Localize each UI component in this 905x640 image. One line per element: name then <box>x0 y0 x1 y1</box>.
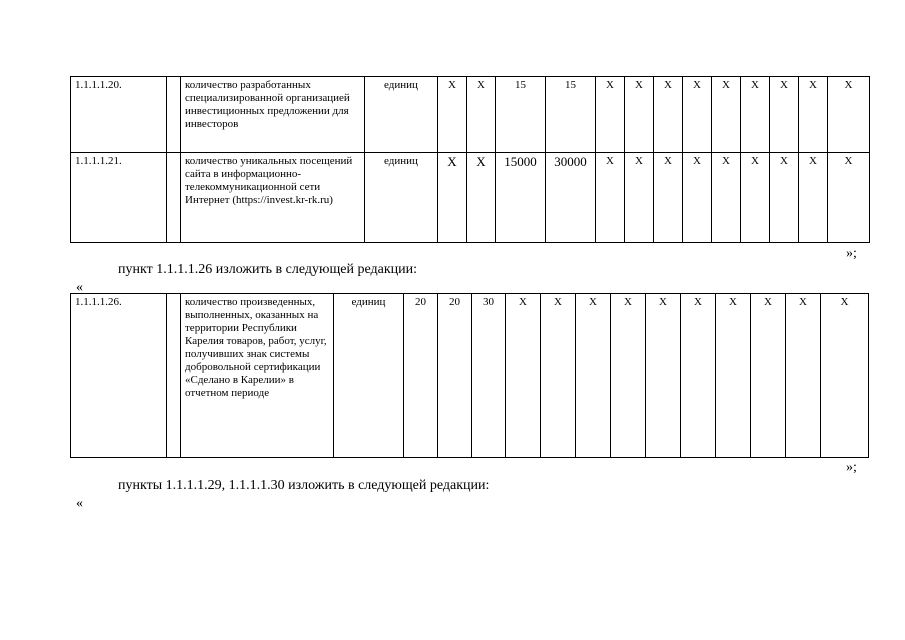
value-cell: 15000 <box>496 153 546 243</box>
empty-cell <box>167 153 181 243</box>
table-row <box>71 153 870 243</box>
value-cell: X <box>596 77 625 153</box>
value-cell: X <box>716 294 751 458</box>
table-row <box>71 77 870 153</box>
indicator-description: количество уникальных посещений сайта в информационно-телекоммуникационной сети Интернет (https://invest.kr-rk.ru) <box>181 153 365 243</box>
row-number: 1.1.1.1.26. <box>71 294 167 458</box>
value-cell: X <box>596 153 625 243</box>
empty-cell <box>167 294 181 458</box>
value-cell: X <box>828 153 870 243</box>
opening-quote: « <box>76 280 83 295</box>
value-cell: X <box>646 294 681 458</box>
value-cell: X <box>786 294 821 458</box>
indicators-table-2 <box>70 293 869 458</box>
value-cell: X <box>741 153 770 243</box>
value-cell: X <box>625 153 654 243</box>
value-cell: X <box>712 77 741 153</box>
opening-quote: « <box>76 496 83 511</box>
value-cell: X <box>654 77 683 153</box>
value-cell: X <box>751 294 786 458</box>
value-cell: X <box>611 294 646 458</box>
indicator-description: количество разработанных специализированной организацией инвестиционных предложении для инвесторов <box>181 77 365 153</box>
value-cell: X <box>467 153 496 243</box>
indicators-table-1 <box>70 76 870 243</box>
empty-cell <box>167 77 181 153</box>
value-cell: X <box>683 77 712 153</box>
value-cell: X <box>438 77 467 153</box>
value-cell: X <box>828 77 870 153</box>
value-cell: X <box>438 153 467 243</box>
amendment-paragraph: пункт 1.1.1.1.26 изложить в следующей редакции: <box>118 262 417 277</box>
row-number: 1.1.1.1.20. <box>71 77 167 153</box>
value-cell: 30 <box>472 294 506 458</box>
row-number: 1.1.1.1.21. <box>71 153 167 243</box>
value-cell: X <box>770 153 799 243</box>
unit-cell: единиц <box>365 77 438 153</box>
unit-cell: единиц <box>334 294 404 458</box>
value-cell: 20 <box>438 294 472 458</box>
value-cell: X <box>576 294 611 458</box>
value-cell: X <box>741 77 770 153</box>
closing-quote: »; <box>846 246 857 261</box>
closing-quote: »; <box>846 460 857 475</box>
value-cell: X <box>821 294 869 458</box>
indicator-description: количество произведенных, выполненных, оказанных на территории Республики Карелия товаров, работ, услуг, получивших знак системы добровольной сертификации «Сделано в Карелии» в отчетном периоде <box>181 294 334 458</box>
table-row <box>71 294 869 458</box>
value-cell: X <box>681 294 716 458</box>
value-cell: X <box>541 294 576 458</box>
value-cell: X <box>770 77 799 153</box>
value-cell: 15 <box>496 77 546 153</box>
value-cell: 15 <box>546 77 596 153</box>
amendment-paragraph: пункты 1.1.1.1.29, 1.1.1.1.30 изложить в следующей редакции: <box>118 478 490 493</box>
value-cell: 30000 <box>546 153 596 243</box>
value-cell: X <box>799 77 828 153</box>
value-cell: 20 <box>404 294 438 458</box>
value-cell: X <box>625 77 654 153</box>
value-cell: X <box>654 153 683 243</box>
value-cell: X <box>799 153 828 243</box>
value-cell: X <box>506 294 541 458</box>
value-cell: X <box>467 77 496 153</box>
value-cell: X <box>712 153 741 243</box>
value-cell: X <box>683 153 712 243</box>
unit-cell: единиц <box>365 153 438 243</box>
